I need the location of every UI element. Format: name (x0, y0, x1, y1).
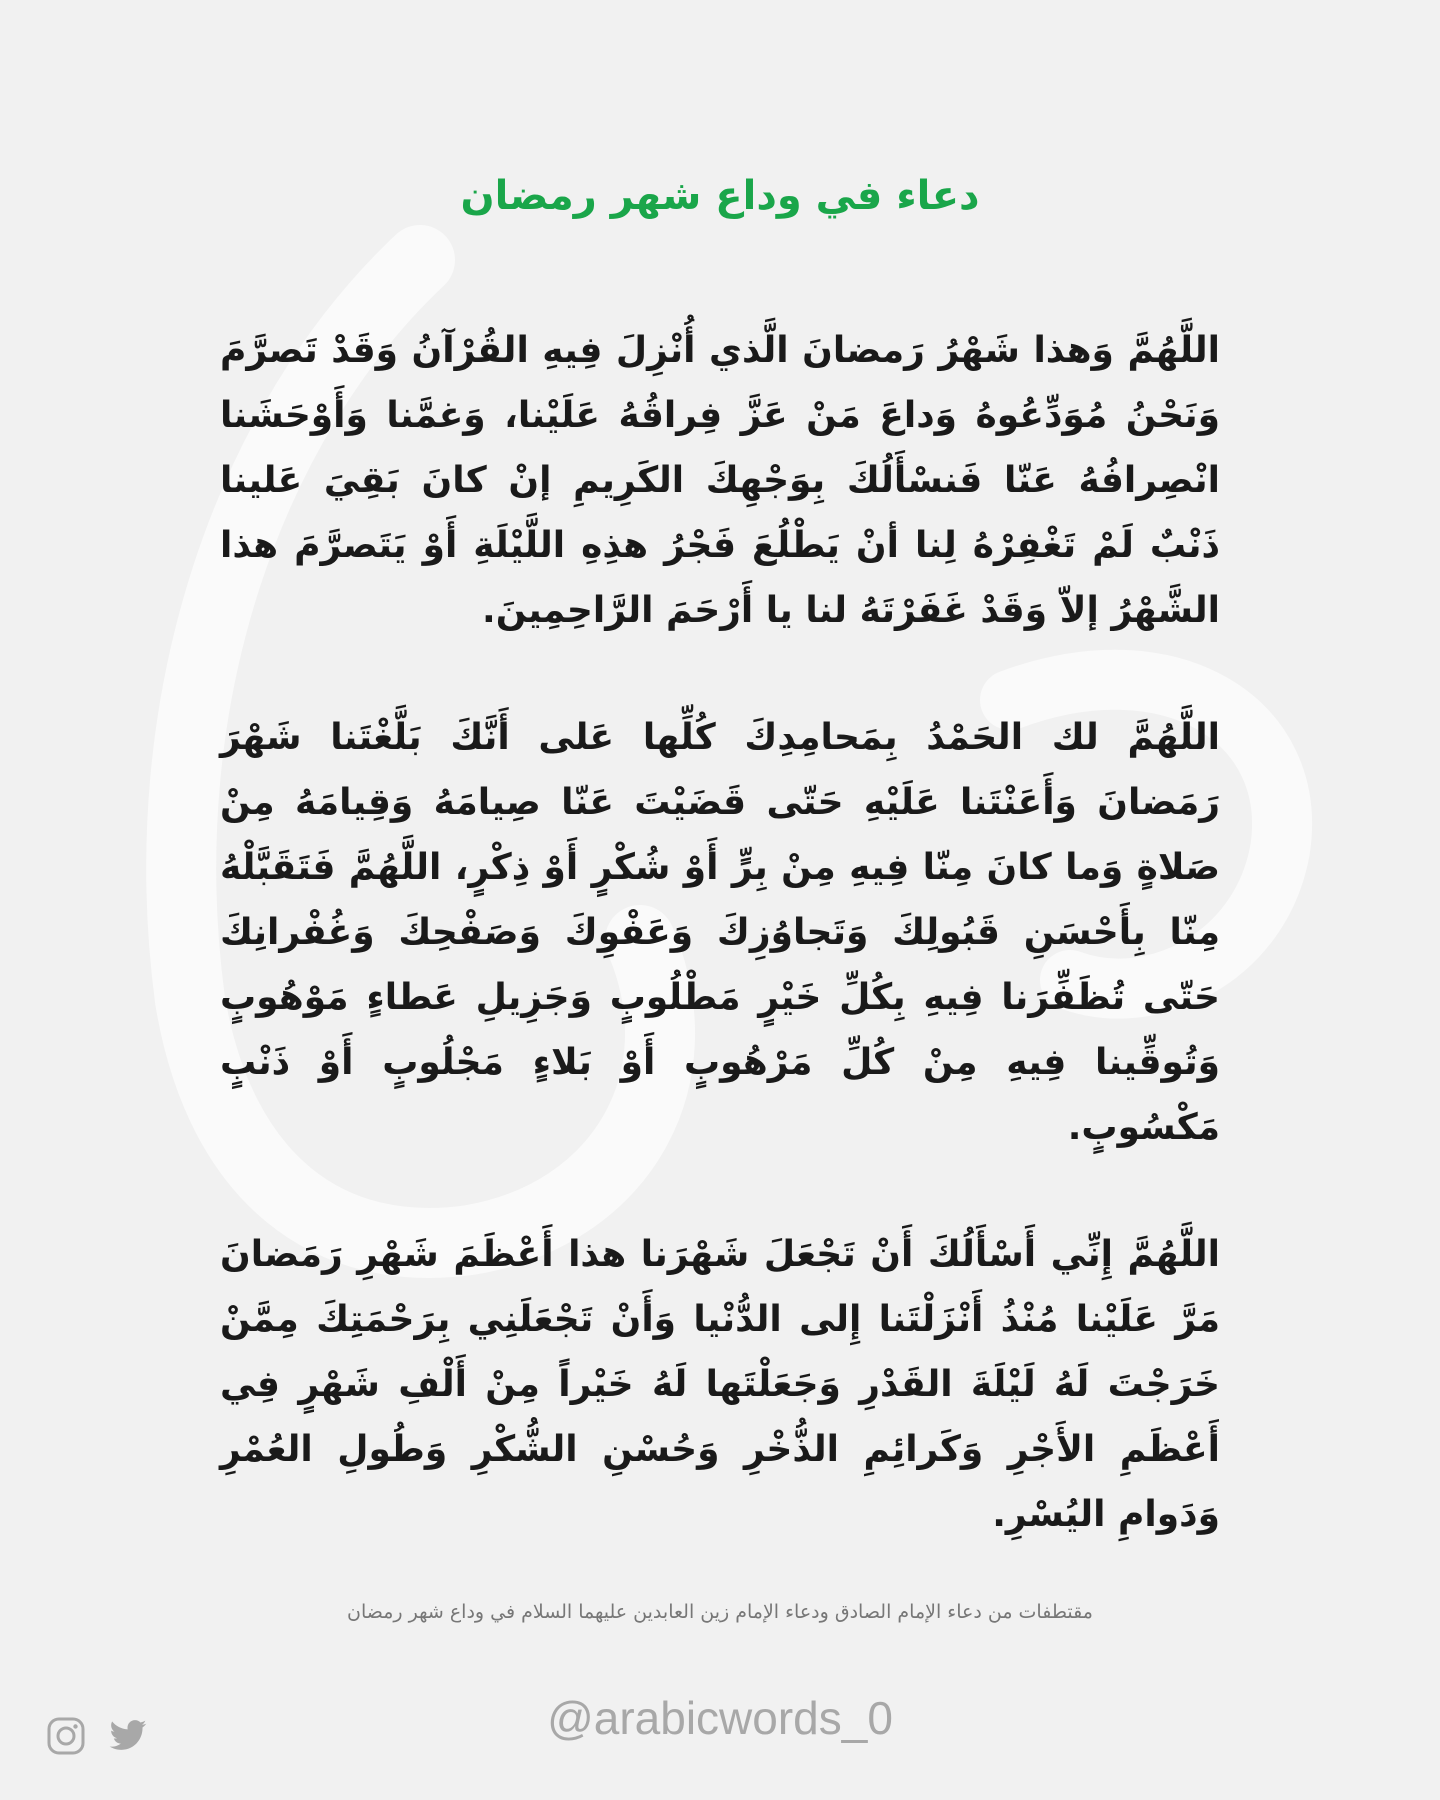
social-icons (46, 1716, 148, 1756)
page-title: دعاء في وداع شهر رمضان (460, 173, 980, 219)
paragraph-2: اللَّهُمَّ لك الحَمْدُ بِمَحامِدِكَ كُلِّها عَلى أَنَّكَ بَلَّغْتَنا شَهْرَ رَمَضانَ وَأَعَنْتَنا عَلَيْهِ حَتّى قَضَيْتَ عَنّا صِيامَهُ وَقِيامَهُ مِنْ صَلاةٍ وَما كانَ مِنّا فِيهِ مِنْ بِرٍّ أَوْ شُكْرٍ أَوْ ذِكْرٍ، اللَّهُمَّ فَتَقَبَّلْهُ مِنّا بِأَحْسَنِ قَبُولِكَ وَتَجاوُزِكَ وَعَفْوِكَ وَصَفْحِكَ وَغُفْرانِكَ حَتّى تُظَفِّرَنا فِيهِ بِكُلِّ خَيْرٍ مَطْلُوبٍ وَجَزِيلِ عَطاءٍ مَوْهُوبٍ وَتُوقِّينا فِيهِ مِنْ كُلِّ مَرْهُوبٍ أَوْ بَلاءٍ مَجْلُوبٍ أَوْ ذَنْبٍ مَكْسُوبٍ. (220, 717, 1220, 1148)
supplication-text (220, 318, 1220, 1547)
source-note: مقتطفات من دعاء الإمام الصادق ودعاء الإمام زين العابدين عليهما السلام في وداع شهر رمضان (347, 1601, 1093, 1623)
twitter-icon (108, 1716, 148, 1756)
instagram-icon (46, 1716, 86, 1756)
paragraph-1: اللَّهُمَّ وَهذا شَهْرُ رَمضانَ الَّذي أُنْزِلَ فِيهِ القُرْآنُ وَقَدْ تَصرَّمَ وَنَحْنُ مُوَدِّعُوهُ وَداعَ مَنْ عَزَّ فِراقُهُ عَلَيْنا، وَغمَّنا وَأَوْحَشَنا انْصِرافُهُ عَنّا فَنسْأَلُكَ بِوَجْهِكَ الكَرِيمِ إنْ كانَ بَقِيَ عَلينا ذَنْبٌ لَمْ تَغْفِرْهُ لِنا أنْ يَطْلُعَ فَجْرُ هذِهِ اللَّيْلَةِ أَوْ يَتَصرَّمَ هذا الشَّهْرُ إلاّ وَقَدْ غَفَرْتَهُ لنا يا أَرْحَمَ الرَّاحِمِينَ. (220, 330, 1220, 631)
account-handle: @arabicwords_0 (547, 1692, 893, 1744)
paragraph-3: اللَّهُمَّ إِنِّي أَسْأَلُكَ أَنْ تَجْعَلَ شَهْرَنا هذا أَعْظَمَ شَهْرِ رَمَضانَ مَرَّ عَلَيْنا مُنْذُ أَنْزَلْتَنا إِلى الدُّنْيا وَأَنْ تَجْعَلَنِي بِرَحْمَتِكَ مِمَّنْ خَرَجْتَ لَهُ لَيْلَةَ القَدْرِ وَجَعَلْتَها لَهُ خَيْراً مِنْ أَلْفِ شَهْرٍ فِي أَعْظَمِ الأَجْرِ وَكَرائِمِ الذُّخْرِ وَحُسْنِ الشُّكْرِ وَطُولِ العُمْرِ وَدَوامِ اليُسْرِ. (220, 1234, 1220, 1535)
